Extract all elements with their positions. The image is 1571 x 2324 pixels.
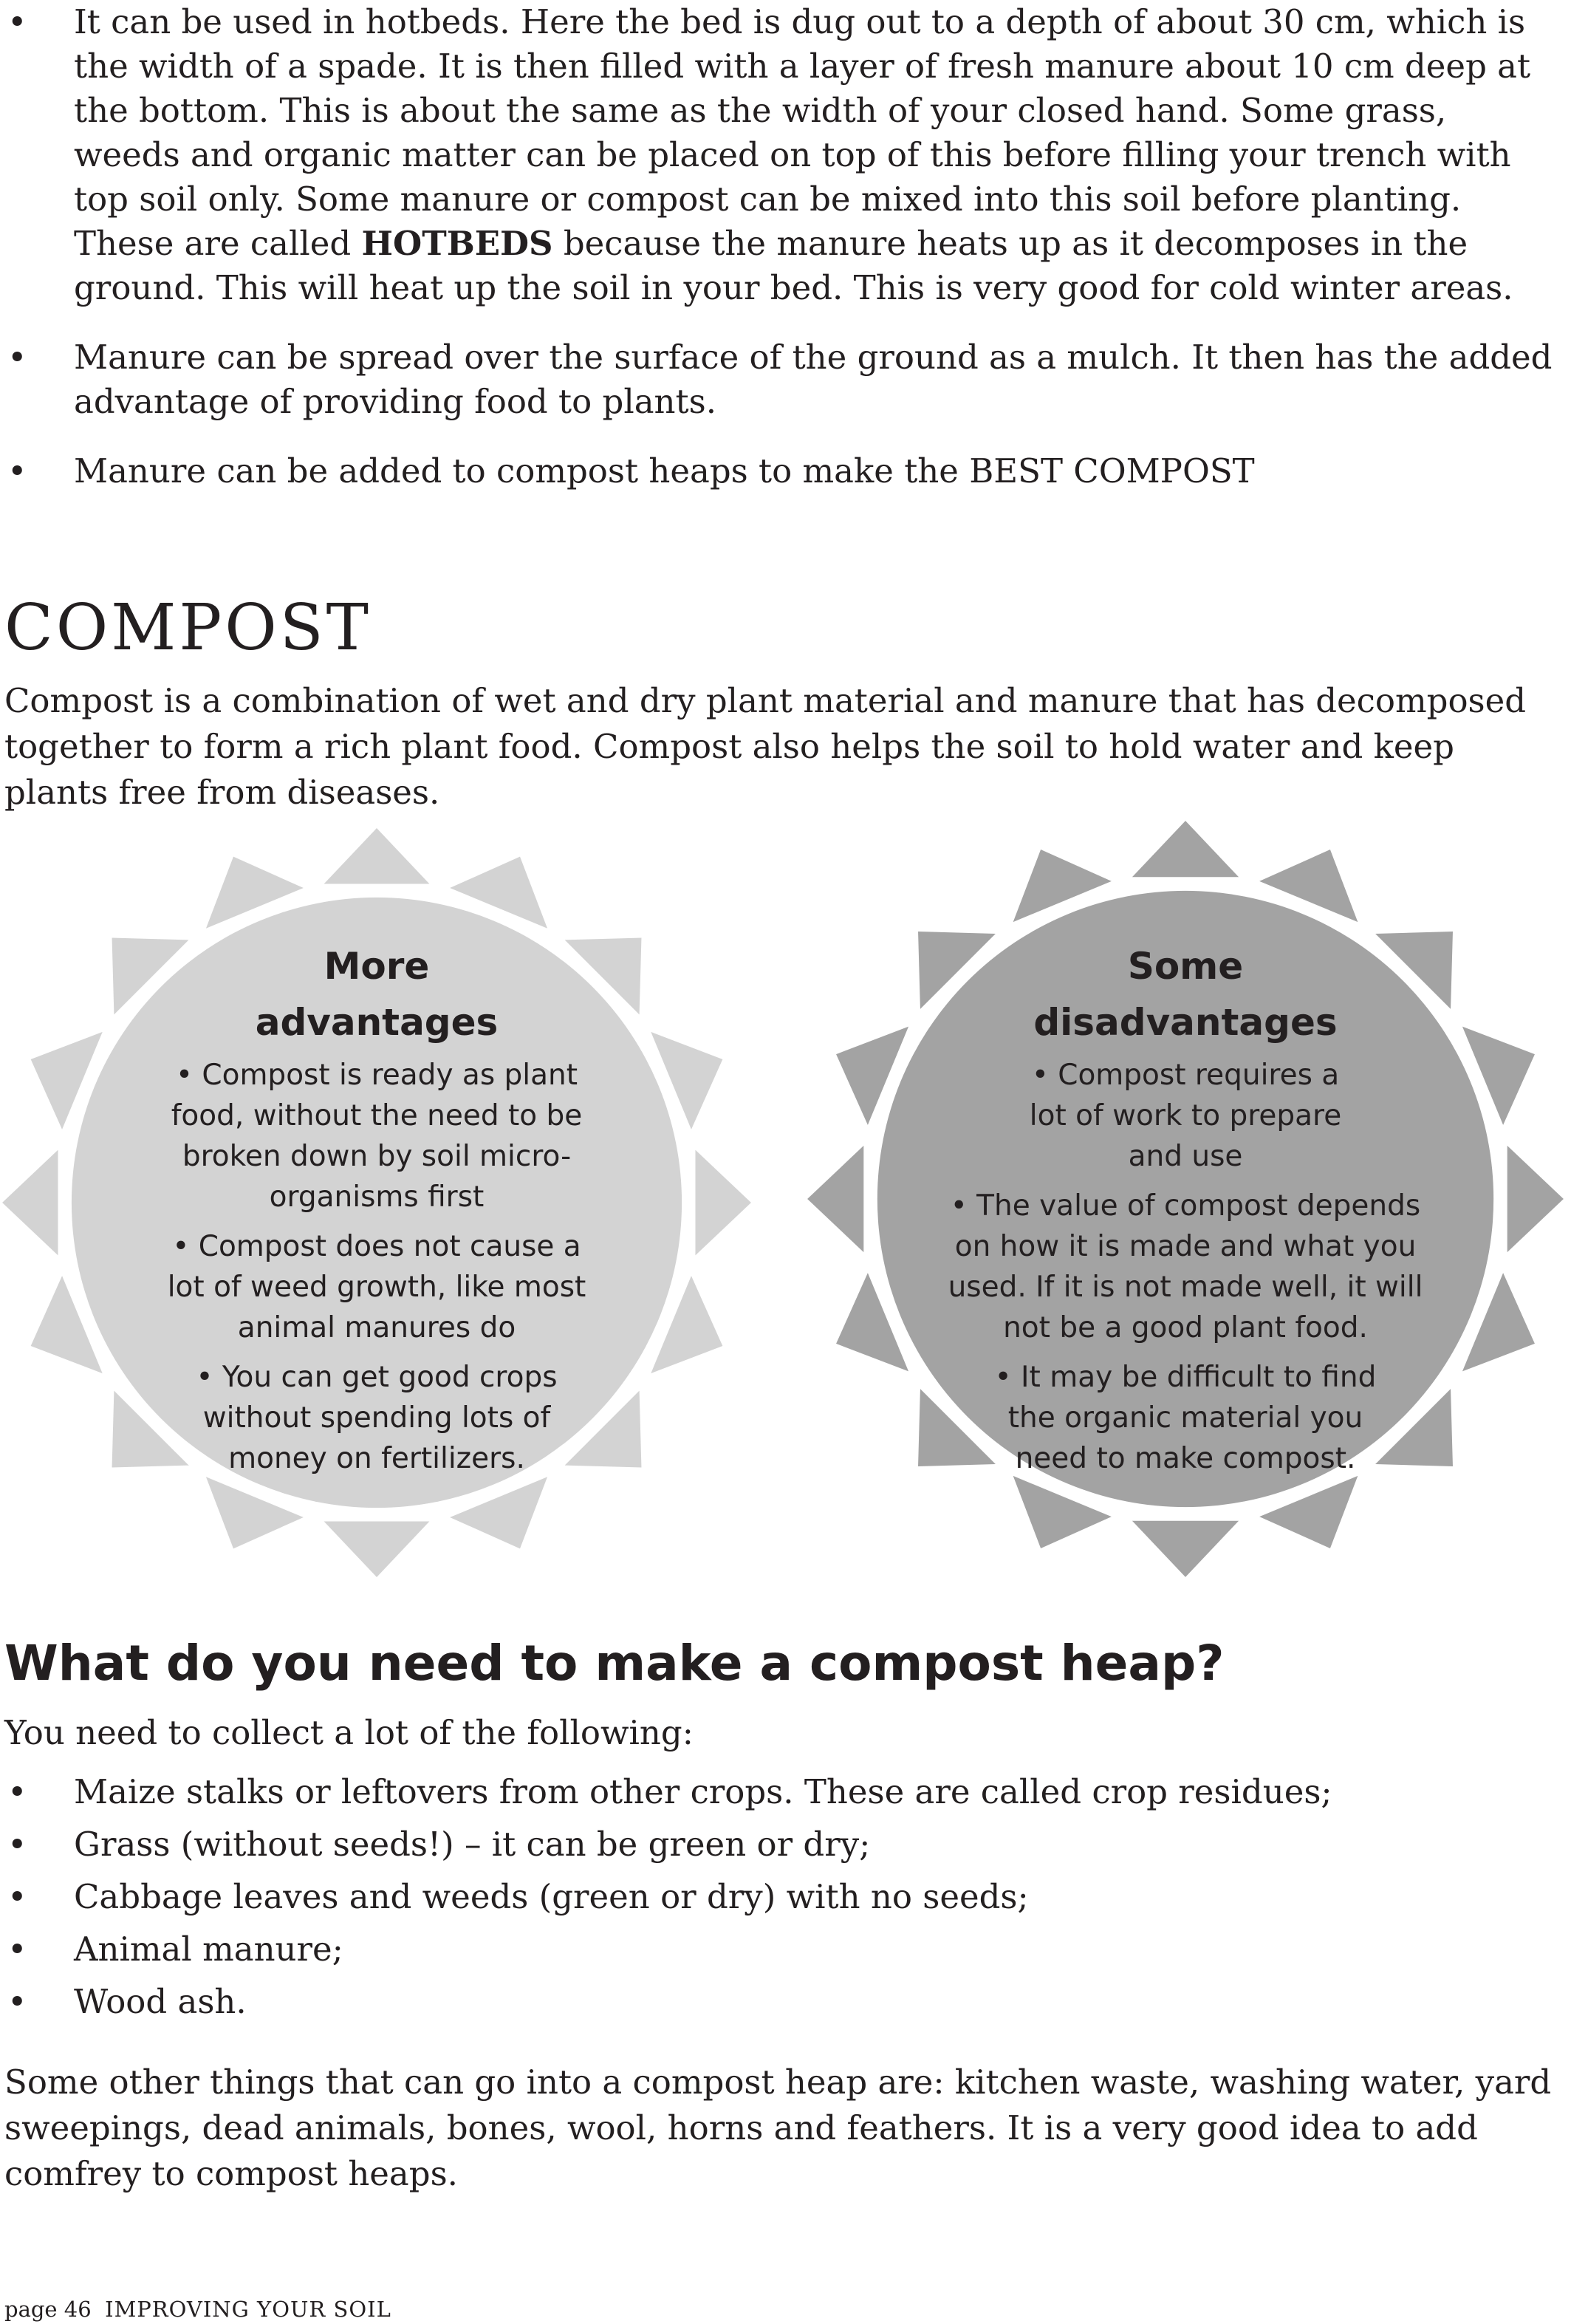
disadvantages-text xyxy=(908,938,1462,1488)
footer-section-title: IMPROVING YOUR SOIL xyxy=(105,2297,391,2322)
bullet: • xyxy=(7,338,27,377)
mulch-text: Manure can be spread over the surface of the ground as a mulch. It then has the added advantage of providing food to plants. xyxy=(74,338,1553,421)
bullet: • xyxy=(7,1825,27,1864)
ingredient-text: Cabbage leaves and weeds (green or dry) with no seeds; xyxy=(74,1877,1029,1916)
advantage-item: • You can get good crops without spending lots of money on fertilizers. xyxy=(196,1361,558,1475)
disadvantage-item: • The value of compost depends on how it is made and what you used. If it is not made well, it will not be a good plant food. xyxy=(948,1189,1423,1344)
disadvantage-item: • Compost requires a lot of work to prepare and use xyxy=(1029,1059,1342,1173)
page-number: page 46 xyxy=(4,2297,92,2322)
list-item xyxy=(4,0,1563,310)
disadvantage-item: • It may be difficult to find the organic material you need to make compost. xyxy=(994,1361,1377,1475)
compost-heap-intro: You need to collect a lot of the following: xyxy=(4,1713,694,1752)
other-ingredients-paragraph: Some other things that can go into a compost heap are: kitchen waste, washing water, yard sweepings, dead animals, bones, wool, horns and feathers. It is a very good idea to add comfrey to compost heaps. xyxy=(4,2062,1552,2193)
sun-ray xyxy=(324,1521,430,1576)
bullet: • xyxy=(7,1930,27,1969)
compost-heap-heading: What do you need to make a compost heap? xyxy=(4,1635,1225,1692)
hotbed-post-text: because the manure heats up as it decomposes in the ground. This will heat up the soil in your bed. This is very good for cold winter areas. xyxy=(74,224,1513,307)
manure-uses-list xyxy=(4,0,1563,519)
sun-ray xyxy=(807,1146,863,1252)
list-item xyxy=(4,335,1563,424)
disadvantages-sun xyxy=(805,818,1566,1579)
sun-ray xyxy=(2,1150,58,1256)
bullet: • xyxy=(7,1982,27,2021)
compost-heading: COMPOST xyxy=(4,591,372,665)
sun-ray xyxy=(1132,821,1239,877)
advantages-sun xyxy=(0,826,753,1579)
advantage-item: • Compost does not cause a lot of weed growth, like most animal manures do xyxy=(167,1230,586,1344)
advantages-text xyxy=(103,938,650,1488)
disadvantages-title-line2: disadvantages xyxy=(1033,1001,1338,1044)
bullet: • xyxy=(7,1877,27,1916)
bullet: • xyxy=(7,2,27,41)
list-item xyxy=(4,1770,1563,1814)
ingredient-text: Animal manure; xyxy=(74,1930,343,1969)
sun-ray xyxy=(1507,1146,1564,1252)
ingredient-text: Wood ash. xyxy=(74,1982,247,2021)
bullet: • xyxy=(7,451,27,491)
compost-heap-text: Manure can be added to compost heaps to make the BEST COMPOST xyxy=(74,451,1255,491)
bullet: • xyxy=(7,1772,27,1811)
compost-intro: Compost is a combination of wet and dry plant material and manure that has decomposed together to form a rich plant food. Compost also helps the soil to hold water and keep plants free from diseases. xyxy=(4,681,1527,812)
hotbed-paragraph: It can be used in hotbeds. Here the bed is dug out to a depth of about 30 cm, which is the width of a spade. It is then filled with a layer of fresh manure about 10 cm deep at the bottom. This is about the same as the width of your closed hand. Some grass, weeds and organic matter can be placed on top of this before filling your trench with top soil only. Some manure or compost can be mixed into this soil before planting. xyxy=(74,2,1531,219)
sun-ray xyxy=(695,1150,750,1256)
list-item xyxy=(4,1980,1563,2024)
advantages-title-line2: advantages xyxy=(255,1001,499,1044)
list-item xyxy=(4,1875,1563,1919)
sun-ray xyxy=(324,828,430,884)
ingredient-text: Maize stalks or leftovers from other crops. These are called crop residues; xyxy=(74,1772,1332,1811)
disadvantages-title xyxy=(908,938,1462,1050)
advantages-title-line1: More xyxy=(324,945,430,988)
compost-ingredients-list xyxy=(4,1770,1563,2032)
page-footer xyxy=(4,2297,391,2321)
list-item xyxy=(4,1822,1563,1867)
hotbeds-term: HOTBEDS xyxy=(361,224,553,263)
hotbed-explanation xyxy=(74,222,1563,310)
advantages-title xyxy=(103,938,650,1050)
sun-ray xyxy=(1132,1521,1239,1577)
advantage-item: • Compost is ready as plant food, without the need to be broken down by soil micro-organisms first xyxy=(171,1059,583,1214)
list-item xyxy=(4,449,1563,493)
hotbed-pre-text: These are called xyxy=(74,224,362,263)
disadvantages-title-line1: Some xyxy=(1127,945,1244,988)
list-item xyxy=(4,1927,1563,1972)
ingredient-text: Grass (without seeds!) – it can be green or dry; xyxy=(74,1825,871,1864)
